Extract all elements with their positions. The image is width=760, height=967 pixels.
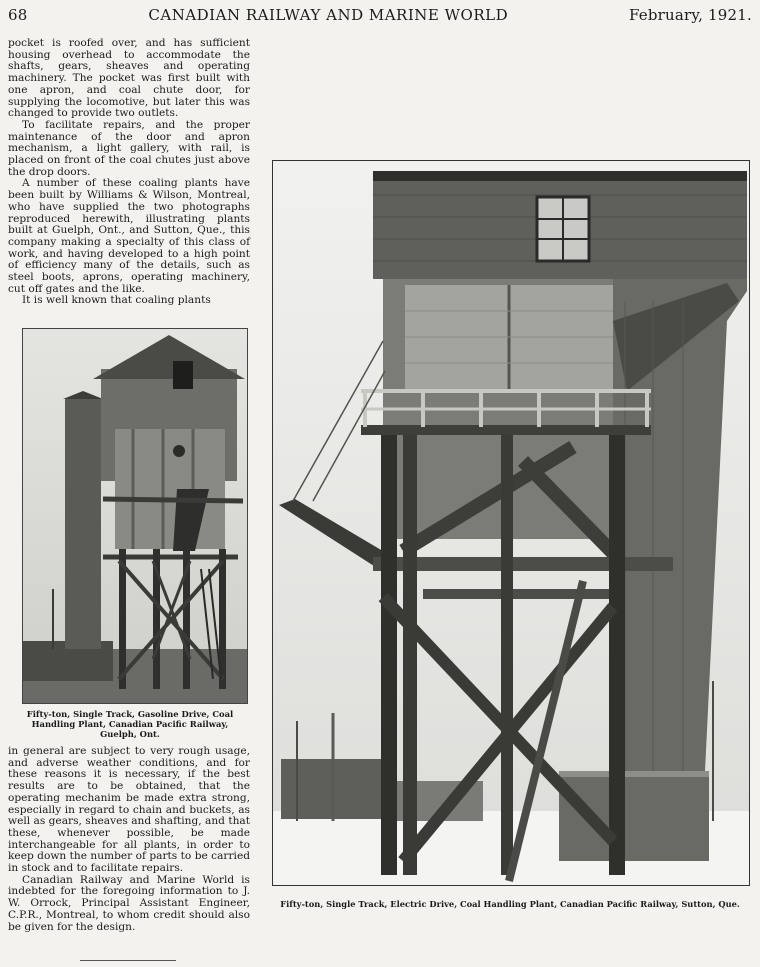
journal-title: CANADIAN RAILWAY AND MARINE WORLD — [148, 6, 509, 24]
end-rule — [80, 960, 176, 961]
left-column-top-text — [8, 38, 250, 307]
guelph-photo-caption: Fifty-ton, Single Track, Gasoline Drive, Coal Handling Plant, Canadian Pacific Railway, Guelph, Ont. — [26, 709, 234, 739]
paragraph-usage: in general are subject to very rough usage, and adverse weather conditions, and for these reasons it is necessary, if the best results are to be obtained, that the operating mechanim be made extra strong, especially in regard to chain and buckets, as well as gears, sheaves and shafting, and that these, whenever possible, be made interchangeable for all plants, in order to keep down the number of parts to be carried in stock and to facilitate repairs. — [8, 745, 250, 875]
issue-date: February, 1921. — [629, 6, 752, 24]
paragraph-gallery: To facilitate repairs, and the proper maintenance of the door and apron mechanism, a light gallery, with rail, is placed on front of the coal chutes just above the drop doors. — [8, 118, 250, 178]
paragraph-continued: pocket is roofed over, and has sufficient housing overhead to accommodate the shafts, gears, sheaves and operating machinery. The pocket was first built with one apron, and coal chute door, for supplying the locomotive, but later this was changed to provide two outlets. — [8, 37, 250, 120]
paragraph-acknowledgement: Canadian Railway and Marine World is indebted for the foregoing information to J. W. Orrock, Principal Assistant Engineer, C.P.R., Montreal, to whom credit should also be given for the design. — [8, 873, 250, 933]
page-number: 68 — [8, 6, 28, 24]
page-header — [8, 6, 752, 28]
sutton-coaling-plant-photo — [272, 160, 750, 886]
left-column-bottom-text — [8, 746, 250, 933]
paragraph-builders: A number of these coaling plants have been built by Williams & Wilson, Montreal, who have supplied the two photographs reproduced herewith, illustrating plants built at Guelph, Ont., and Sutton, Que., this company making a specialty of this class of work, and having developed to a high point of efficiency many of the details, such as steel boots, aprons, operating machinery, cut off gates and the like. — [8, 177, 250, 295]
sutton-photo-caption: Fifty-ton, Single Track, Electric Drive, Coal Handling Plant, Canadian Pacific Railway, Sutton, Que. — [280, 899, 740, 909]
paragraph-well-known: It is well known that coaling plants — [22, 294, 211, 307]
guelph-coaling-plant-photo — [22, 328, 248, 704]
